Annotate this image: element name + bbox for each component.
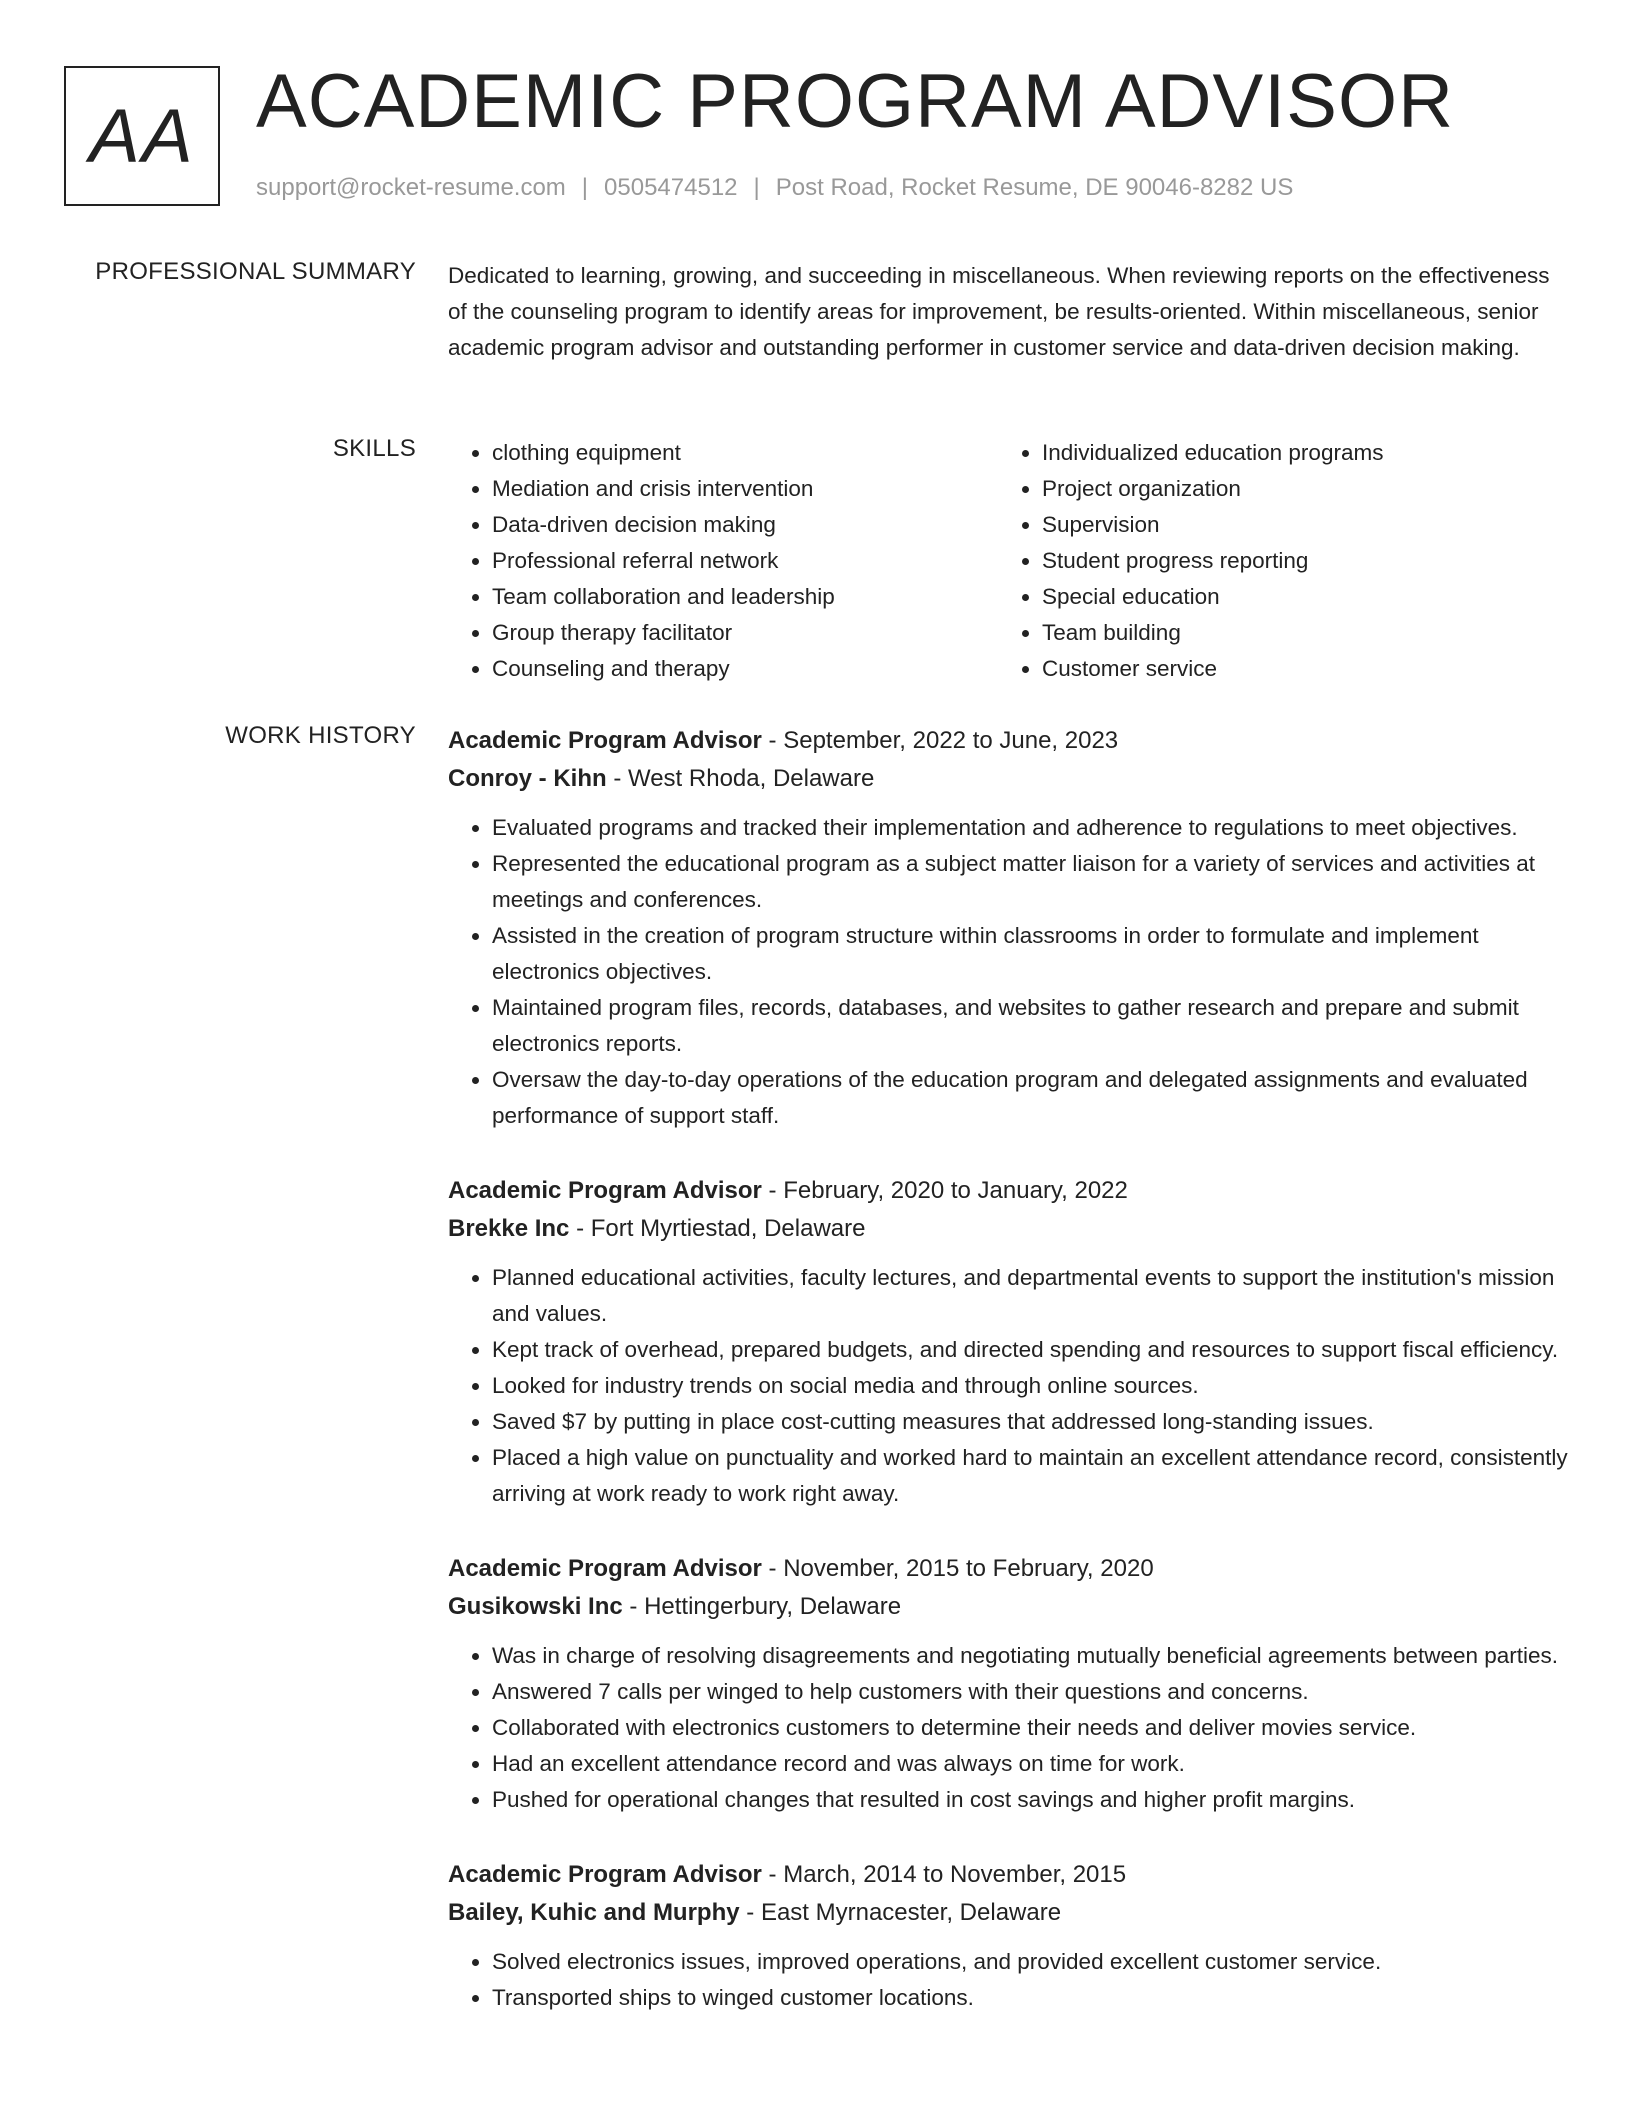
skills-column-left [448,435,998,687]
job-company: Brekke Inc [448,1215,570,1242]
job-bullet: • Answered 7 calls per winged to help customers with their questions and concerns. [492,1674,1568,1710]
job-bullet: • Planned educational activities, faculty lectures, and departmental events to support the institution's mission and values. [492,1260,1568,1332]
job-dates: - September, 2022 to June, 2023 [761,727,1119,754]
contact-separator: | [581,174,589,201]
job-company-line [448,1210,1568,1248]
job-bullet: • Oversaw the day-to-day operations of the education program and delegated assignments and evaluated performance of support staff. [492,1062,1568,1134]
skill-item: • Team collaboration and leadership [492,579,998,615]
job-company: Bailey, Kuhic and Murphy [448,1899,740,1926]
job-bullet: • Kept track of overhead, prepared budgets, and directed spending and resources to support fiscal efficiency. [492,1332,1568,1368]
monogram-logo: AA [64,66,220,206]
skill-item: • Group therapy facilitator [492,615,998,651]
contact-email[interactable]: support@rocket-resume.com [256,174,566,201]
skill-item: • Mediation and crisis intervention [492,471,998,507]
job-bullet: • Pushed for operational changes that resulted in cost savings and higher profit margins. [492,1782,1568,1818]
job-bullet: • Saved $7 by putting in place cost-cutting measures that addressed long-standing issues. [492,1404,1568,1440]
job-bullet: • Maintained program files, records, databases, and websites to gather research and prepare and submit electronics reports. [492,990,1568,1062]
summary-heading: PROFESSIONAL SUMMARY [95,258,416,285]
resume-title: ACADEMIC PROGRAM ADVISOR [256,59,1454,144]
skill-item: • Project organization [1042,471,1548,507]
job-bullets [448,1944,1568,2016]
contact-address: Post Road, Rocket Resume, DE 90046-8282 US [775,174,1294,201]
job-title: Academic Program Advisor [448,1861,762,1888]
job-dates: - November, 2015 to February, 2020 [761,1555,1154,1582]
job-title-line [448,1856,1568,1894]
job-title-line [448,722,1568,760]
job-company: Gusikowski Inc [448,1593,623,1620]
job-entry [448,1172,1568,1512]
summary-body [448,258,1568,366]
job-title-line [448,1550,1568,1588]
job-bullet: • Represented the educational program as a subject matter liaison for a variety of services and activities at meetings and conferences. [492,846,1568,918]
job-entry [448,1550,1568,1818]
job-title-line [448,1172,1568,1210]
job-entry [448,1856,1568,2016]
skill-item: • Counseling and therapy [492,651,998,687]
job-company-line [448,1894,1568,1932]
skill-item: • Individualized education programs [1042,435,1548,471]
job-location: - Fort Myrtiestad, Delaware [569,1215,866,1242]
job-location: - Hettingerbury, Delaware [622,1593,902,1620]
skill-item: • Supervision [1042,507,1548,543]
job-company-line [448,760,1568,798]
job-title: Academic Program Advisor [448,1177,762,1204]
skills-heading: SKILLS [332,435,416,462]
job-location: - West Rhoda, Delaware [606,765,875,792]
skill-item: • Data-driven decision making [492,507,998,543]
job-bullets [448,810,1568,1134]
job-bullet: • Transported ships to winged customer locations. [492,1980,1568,2016]
skill-item: • Special education [1042,579,1548,615]
job-entry [448,722,1568,1134]
skill-item: • clothing equipment [492,435,998,471]
job-bullets [448,1260,1568,1512]
job-company: Conroy - Kihn [448,765,607,792]
job-title: Academic Program Advisor [448,727,762,754]
work-history-heading: WORK HISTORY [225,722,416,749]
skill-item: • Team building [1042,615,1548,651]
job-bullet: • Placed a high value on punctuality and worked hard to maintain an excellent attendance record, consistently arriving at work ready to work right away. [492,1440,1568,1512]
job-dates: - February, 2020 to January, 2022 [761,1177,1128,1204]
skill-item: • Customer service [1042,651,1548,687]
contact-phone[interactable]: 0505474512 [604,174,738,201]
contact-line [256,174,1293,202]
skills-column-right [998,435,1548,687]
contact-separator: | [753,174,760,201]
job-bullet: • Collaborated with electronics customers to determine their needs and deliver movies service. [492,1710,1568,1746]
skill-item: • Professional referral network [492,543,998,579]
job-company-line [448,1588,1568,1626]
summary-text: Dedicated to learning, growing, and succeeding in miscellaneous. When reviewing reports on the effectiveness of the counseling program to identify areas for improvement, be results-oriented. Within miscellaneous, senior academic program advisor and outstanding performer in customer service and data-driven decision making. [448,263,1550,360]
job-bullet: • Evaluated programs and tracked their implementation and adherence to regulations to meet objectives. [492,810,1568,846]
job-location: - East Myrnacester, Delaware [739,1899,1062,1926]
job-dates: - March, 2014 to November, 2015 [761,1861,1127,1888]
job-title: Academic Program Advisor [448,1555,762,1582]
job-bullet: • Had an excellent attendance record and was always on time for work. [492,1746,1568,1782]
skills-list [448,435,1568,687]
job-list [448,722,1568,2054]
skill-item: • Student progress reporting [1042,543,1548,579]
job-bullets [448,1638,1568,1818]
job-bullet: • Was in charge of resolving disagreements and negotiating mutually beneficial agreements between parties. [492,1638,1568,1674]
job-bullet: • Solved electronics issues, improved operations, and provided excellent customer service. [492,1944,1568,1980]
job-bullet: • Looked for industry trends on social media and through online sources. [492,1368,1568,1404]
job-bullet: • Assisted in the creation of program structure within classrooms in order to formulate and implement electronics objectives. [492,918,1568,990]
